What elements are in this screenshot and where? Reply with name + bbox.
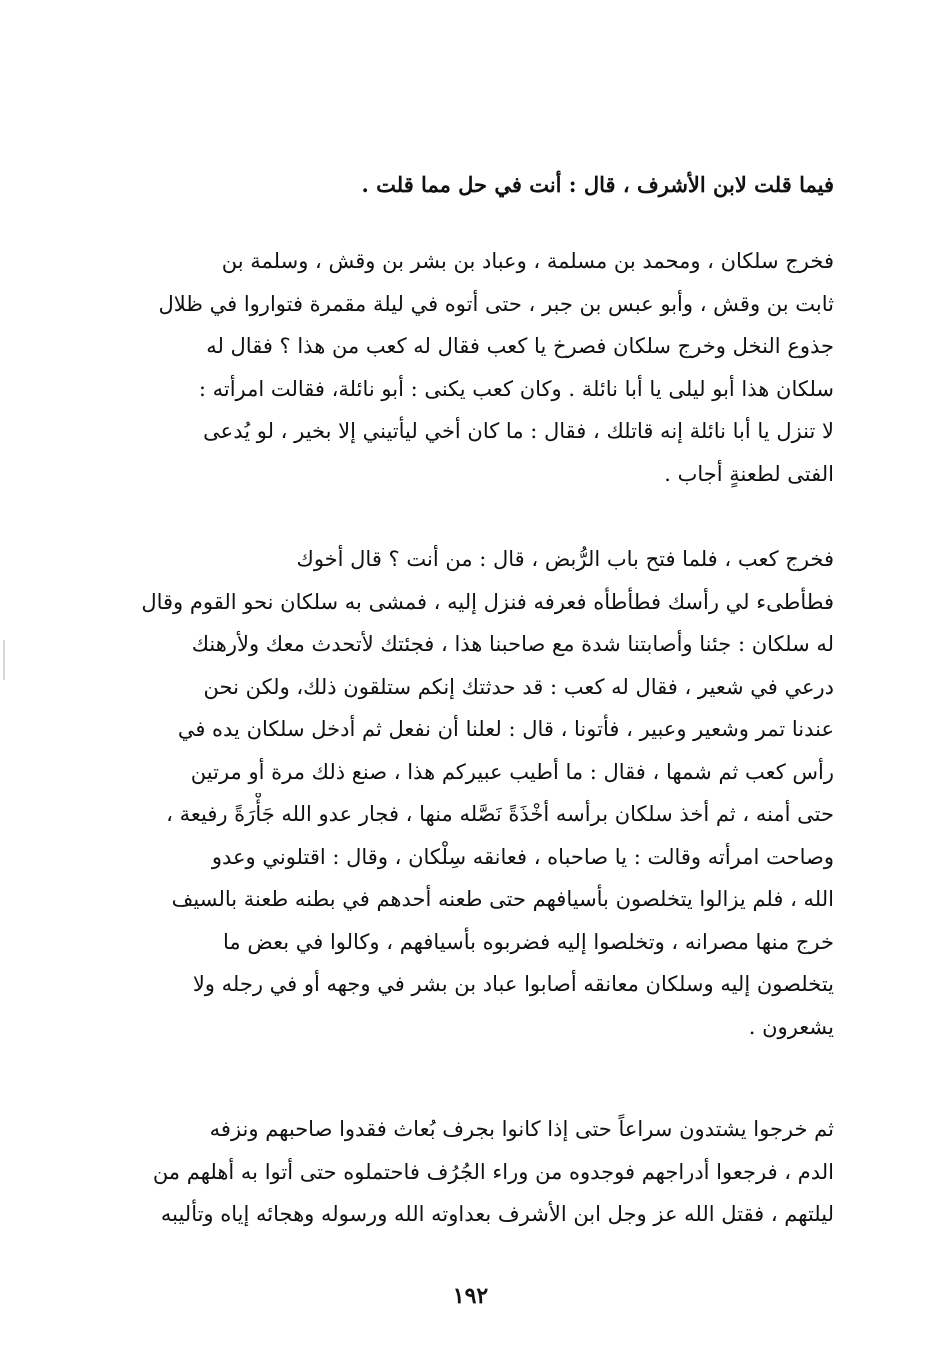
text-line: له سلكان : جئنا وأصابتنا شدة مع صاحبنا هذا ، فجئتك لأتحدث معك ولأرهنك	[191, 632, 834, 656]
text-line: ثابت بن وقش ، وأبو عبس بن جبر ، حتى أتوه في ليلة مقمرة فتواروا في ظلال	[158, 291, 834, 316]
page-number: ١٩٢	[452, 1283, 489, 1309]
text-line: فخرج سلكان ، ومحمد بن مسلمة ، وعباد بن بشر بن وقش ، وسلمة بن	[221, 249, 834, 273]
paragraph-return	[104, 1108, 834, 1236]
text-line: وصاحت امرأته وقالت : يا صاحباه ، فعانقه سِلْكان ، وقال : اقتلوني وعدو	[211, 844, 834, 869]
text-line: رأس كعب ثم شمها ، فقال : ما أطيب عبيركم هذا ، صنع ذلك مرة أو مرتين	[190, 759, 834, 784]
paragraph-encounter	[104, 538, 834, 1048]
paragraph-sortie	[104, 240, 834, 495]
text-line: سلكان هذا أبو ليلى يا أبا نائلة . وكان كعب يكنى : أبو نائلة، فقالت امرأته :	[198, 376, 834, 401]
text-line: الله ، فلم يزالوا يتخلصون بأسيافهم حتى طعنه أحدهم في بطنه طعنة بالسيف	[171, 887, 834, 911]
text-line: درعي في شعير ، فقال له كعب : قد حدثتك إنكم ستلقون ذلك، ولكن نحن	[203, 674, 834, 699]
text-line: جذوع النخل وخرج سلكان فصرخ يا كعب فقال له كعب من هذا ؟ فقال له	[206, 334, 834, 358]
text-line: ليلتهم ، فقتل الله عز وجل ابن الأشرف بعداوته الله ورسوله وهجائه إياه وتأليبه	[160, 1202, 834, 1226]
text-line: حتى أمنه ، ثم أخذ سلكان برأسه أخْذَةً نَصَّله منها ، فجار عدو الله جَأْرَةً رفيعة ،	[166, 802, 834, 826]
text-line: فطأطىء لي رأسك فطأطأه فعرفه فنزل إليه ، فمشى به سلكان نحو القوم وقال	[141, 589, 834, 614]
scan-edge-mark	[3, 640, 5, 680]
text-line: فخرج كعب ، فلما فتح باب الرُّبض ، قال : من أنت ؟ قال أخوك	[296, 547, 834, 571]
text-line: عندنا تمر وشعير وعبير ، فأتونا ، قال : لعلنا أن نفعل ثم أدخل سلكان يده في	[177, 717, 834, 741]
text-line: لا تنزل يا أبا نائلة إنه قاتلك ، فقال : ما كان أخي ليأتيني إلا بخير ، لو يُدعى	[203, 419, 834, 443]
text-line: يتخلصون إليه وسلكان معانقه أصابوا عباد بن بشر في وجهه أو في رجله ولا	[192, 972, 834, 996]
text-line: يشعرون .	[748, 1014, 834, 1039]
paragraph-continuation	[104, 164, 834, 207]
text-line: خرج منها مصرانه ، وتخلصوا إليه فضربوه بأسيافهم ، وكالوا في بعض ما	[223, 929, 834, 954]
text-line: الدم ، فرجعوا أدراجهم فوجدوه من وراء الجُرُف فاحتملوه حتى أتوا به أهلهم من	[152, 1159, 834, 1184]
text-line: الفتى لطعنةٍ أجاب .	[664, 461, 834, 486]
text-line: ثم خرجوا يشتدون سراعاً حتى إذا كانوا بجرف بُعاث فقدوا صاحبهم ونزفه	[209, 1117, 834, 1141]
text-line: فيما قلت لابن الأشرف ، قال : أنت في حل مما قلت .	[361, 172, 834, 197]
